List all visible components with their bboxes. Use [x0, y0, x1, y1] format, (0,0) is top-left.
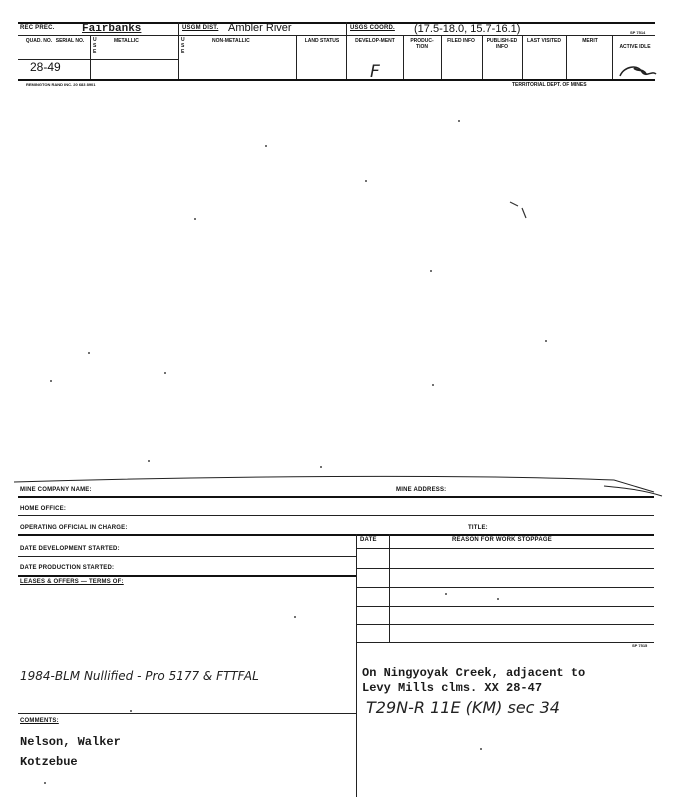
quad-value: 28-49: [30, 60, 61, 74]
col-divider: [296, 35, 297, 79]
stray-mark: [508, 198, 530, 222]
handwritten-leases-note: 1984-BLM Nullified - Pro 5177 & FTTFAL: [20, 669, 259, 683]
leases-label: LEASES & OFFERS — TERMS OF:: [20, 579, 124, 585]
location-line-2: Levy Mills clms. XX 28-47: [362, 681, 543, 695]
header-bottom-border: [18, 79, 655, 81]
col-land-status: LAND STATUS: [304, 38, 340, 44]
col-divider: [566, 35, 567, 79]
usgs-coord-label: USGS COORD.: [350, 25, 395, 31]
usgm-dist-label: USGM DIST.: [182, 25, 219, 31]
col-use-nonmetallic: U S E: [181, 37, 185, 55]
header-divider: [18, 35, 655, 36]
col-divider: [482, 35, 483, 79]
usgm-dist-value: Ambler River: [228, 22, 292, 34]
mine-company-name-label: MINE COMPANY NAME:: [20, 487, 92, 493]
mine-address-label: MINE ADDRESS:: [396, 487, 447, 493]
form-rule: [18, 496, 654, 498]
reason-header: REASON FOR WORK STOPPAGE: [452, 537, 552, 543]
table-rule: [356, 548, 654, 549]
date-production-label: DATE PRODUCTION STARTED:: [20, 565, 115, 571]
rec-prec-value: Fairbanks: [82, 23, 142, 35]
date-col-divider: [356, 534, 357, 642]
handwritten-township: T29N-R 11E (KM) sec 34: [366, 698, 560, 717]
location-line-1: On Ningyoyak Creek, adjacent to: [362, 666, 586, 680]
title-label: TITLE:: [468, 525, 488, 531]
col-non-metallic: NON-METALLIC: [212, 38, 250, 44]
date-header: DATE: [360, 537, 377, 543]
center-divider: [356, 642, 357, 797]
territorial-label: TERRITORIAL DEPT. OF MINES: [512, 82, 587, 88]
form-rule: [18, 575, 356, 577]
form-code-bottom: SP 7515: [632, 643, 648, 648]
reason-col-divider: [389, 534, 390, 642]
usgs-coord-value: (17.5-18.0, 15.7-16.1): [414, 23, 521, 35]
scribble-mark: [612, 60, 660, 84]
rec-prec-label: REC PREC.: [20, 25, 55, 31]
col-quad-no: QUAD. NO.: [25, 38, 53, 44]
col-divider: [522, 35, 523, 79]
col-divider: [90, 35, 91, 79]
form-rule: [18, 534, 654, 536]
col-last-visited: LAST VISITED: [527, 38, 561, 44]
form-rule: [18, 713, 356, 714]
development-mark: F: [370, 62, 380, 82]
date-development-label: DATE DEVELOPMENT STARTED:: [20, 546, 120, 552]
col-production: PRODUC-TION: [410, 38, 434, 50]
col-published-info: PUBLISH-ED INFO: [486, 38, 518, 50]
table-rule: [356, 587, 654, 588]
form-rule: [18, 515, 654, 516]
col-serial-no: SERIAL NO.: [55, 38, 85, 44]
table-rule: [356, 606, 654, 607]
comments-label: COMMENTS:: [20, 718, 59, 724]
col-divider: [178, 22, 179, 79]
col-divider: [441, 35, 442, 79]
col-use-metallic: U S E: [93, 37, 97, 55]
table-rule: [356, 568, 654, 569]
col-divider: [403, 35, 404, 79]
col-metallic: METALLIC: [114, 38, 139, 44]
comment-line-1: Nelson, Walker: [20, 735, 121, 749]
operating-official-label: OPERATING OFFICIAL IN CHARGE:: [20, 525, 128, 531]
table-rule: [356, 624, 654, 625]
col-divider: [346, 22, 347, 79]
home-office-label: HOME OFFICE:: [20, 506, 67, 512]
form-rule: [18, 556, 356, 557]
col-active-idle: ACTIVE IDLE: [619, 44, 651, 50]
table-rule: [356, 642, 654, 643]
col-development: DEVELOP-MENT: [355, 38, 395, 44]
comment-line-2: Kotzebue: [20, 755, 78, 769]
printer-line: REMINGTON RAND INC. 20 683 8901: [26, 82, 96, 87]
col-filed-info: FILED INFO: [447, 38, 475, 44]
col-merit: MERIT: [582, 38, 598, 44]
form-code-top: SP 7514: [630, 30, 646, 35]
